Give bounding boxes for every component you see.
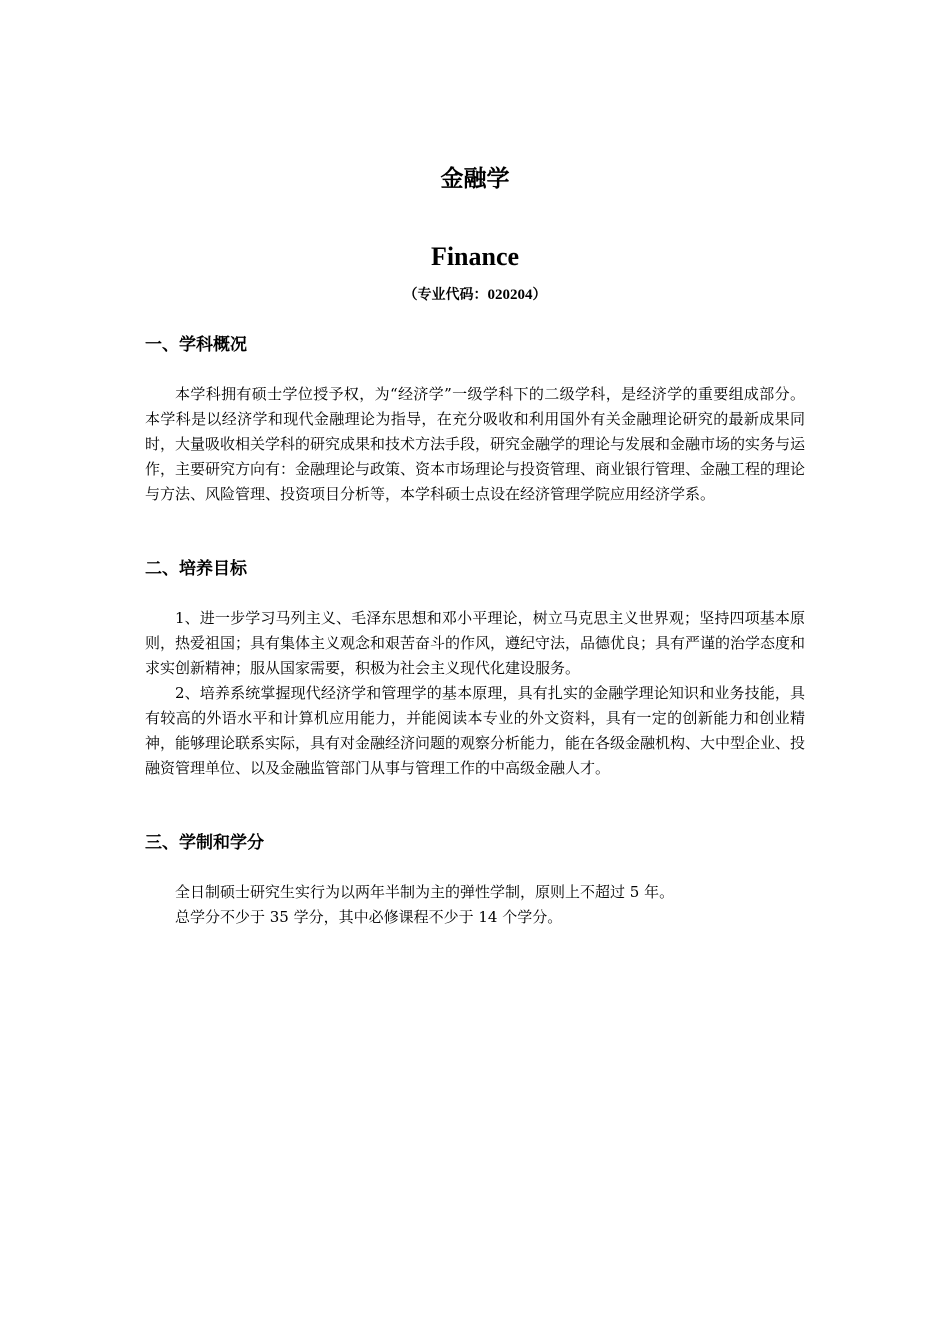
major-code xyxy=(0,284,950,306)
section-paragraph-objective-1: 1、进一步学习马列主义、毛泽东思想和邓小平理论，树立马克思主义世界观；坚持四项基本原则，热爱祖国；具有集体主义观念和艰苦奋斗的作风，遵纪守法，品德优良；具有严谨的治学态度和求实创新精神；服从国家需要，积极为社会主义现代化建设服务。 xyxy=(145,609,806,677)
major-code-prefix: （专业代码： xyxy=(403,287,488,303)
page-title-chinese: 金融学 xyxy=(440,166,510,192)
section-heading-overview: 一、学科概况 xyxy=(145,335,247,355)
major-code-number: 020204 xyxy=(487,287,533,303)
major-code-suffix: ） xyxy=(532,287,547,303)
section-paragraph-objective-2: 2、培养系统掌握现代经济学和管理学的基本原理，具有扎实的金融学理论知识和业务技能，具有较高的外语水平和计算机应用能力，并能阅读本专业的外文资料，具有一定的创新能力和创业精神，能够理论联系实际，具有对金融经济问题的观察分析能力，能在各级金融机构、大中型企业、投融资管理单位、以及金融监管部门从事与管理工作的中高级金融人才。 xyxy=(145,684,806,777)
section-heading-duration-credits: 三、学制和学分 xyxy=(145,833,264,853)
section-paragraph-credits: 总学分不少于 35 学分，其中必修课程不少于 14 个学分。 xyxy=(175,908,563,926)
section-paragraph-overview: 本学科拥有硕士学位授予权，为“经济学”一级学科下的二级学科，是经济学的重要组成部分。本学科是以经济学和现代金融理论为指导，在充分吸收和利用国外有关金融理论研究的最新成果同时，大量吸收相关学科的研究成果和技术方法手段，研究金融学的理论与发展和金融市场的实务与运作，主要研究方向有：金融理论与政策、资本市场理论与投资管理、商业银行管理、金融工程的理论与方法、风险管理、投资项目分析等，本学科硕士点设在经济管理学院应用经济学系。 xyxy=(145,385,806,503)
section-paragraph-duration: 全日制硕士研究生实行为以两年半制为主的弹性学制，原则上不超过 5 年。 xyxy=(175,883,675,901)
section-heading-objectives: 二、培养目标 xyxy=(145,559,247,579)
page-title-english: Finance xyxy=(430,242,520,271)
